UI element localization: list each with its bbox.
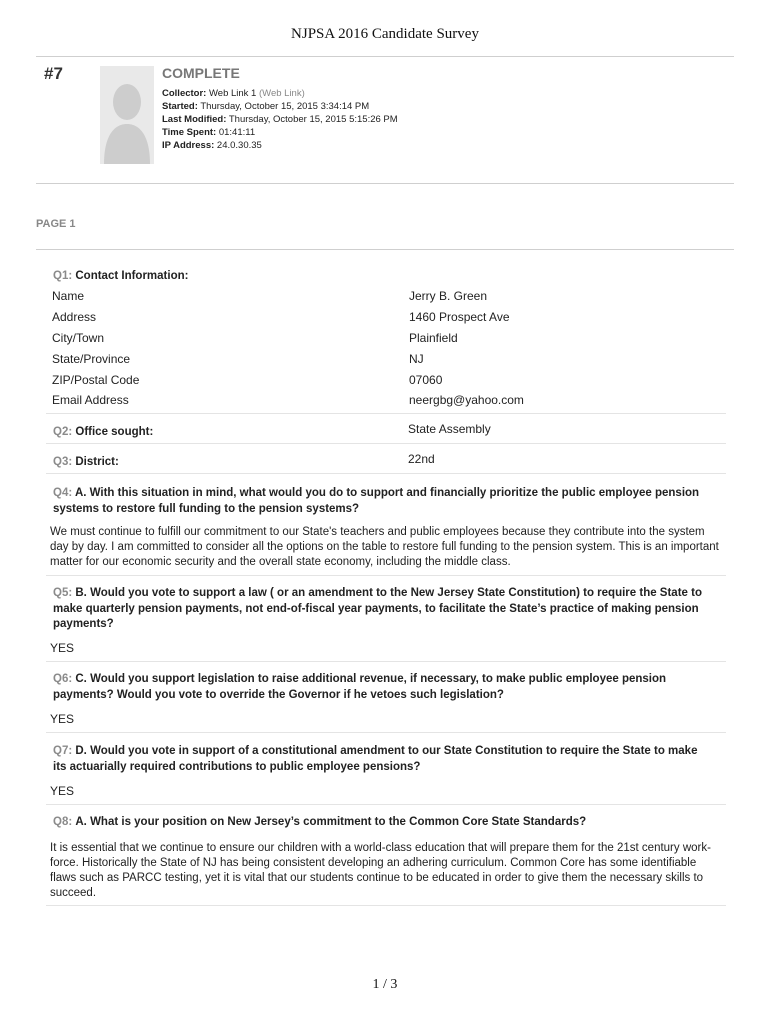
q1-number: Q1: xyxy=(53,270,73,282)
response-number: #7 xyxy=(44,64,63,83)
q1-row-value: 07060 xyxy=(409,373,443,387)
q8-number: Q8: xyxy=(53,816,73,828)
page-label: PAGE 1 xyxy=(36,218,76,230)
q1-row-label: ZIP/Postal Code xyxy=(52,373,140,387)
time-spent-value: 01:41:11 xyxy=(218,127,256,138)
q3-answer: 22nd xyxy=(408,452,435,466)
modified-label: Last Modified: xyxy=(162,114,227,125)
started-line xyxy=(162,100,369,113)
time-spent-label: Time Spent: xyxy=(162,127,217,138)
q6-answer: YES xyxy=(50,712,75,726)
q1-row-value: Jerry B. Green xyxy=(409,289,488,303)
q7-number: Q7: xyxy=(53,745,73,757)
ip-address-label: IP Address: xyxy=(162,140,215,151)
q4-question xyxy=(53,486,713,517)
q1-row-value: neergbg@yahoo.com xyxy=(409,393,524,407)
q7-question xyxy=(53,744,713,775)
q1-text: Contact Information: xyxy=(75,270,189,282)
collector-label: Collector: xyxy=(162,88,207,99)
q3-text: District: xyxy=(75,456,119,468)
q5-number: Q5: xyxy=(53,587,73,599)
q1-row-value: Plainfield xyxy=(409,331,458,345)
header-divider xyxy=(36,56,734,57)
q1-row-label: State/Province xyxy=(52,352,131,366)
q8-divider xyxy=(46,905,726,906)
q1-row-value: NJ xyxy=(409,352,424,366)
started-value: Thursday, October 15, 2015 3:34:14 PM xyxy=(200,101,370,112)
person-silhouette-icon xyxy=(100,66,154,164)
page-indicator: 1 / 3 xyxy=(372,977,398,992)
modified-value: Thursday, October 15, 2015 5:15:26 PM xyxy=(228,114,398,125)
q5-text: B. Would you vote to support a law ( or an amendment to the New Jersey State Constitution) to require the State to make quarterly pension payments, not end-of-fiscal year payments, to facilitate the State’s practice of making pension payments? xyxy=(53,587,702,630)
started-label: Started: xyxy=(162,101,198,112)
q1-row-value: 1460 Prospect Ave xyxy=(409,310,510,324)
avatar xyxy=(100,66,154,164)
q6-divider xyxy=(46,732,726,733)
q8-answer: It is essential that we continue to ensure our children with a world-class education that will prepare them for the 21st century work-force. Historically the State of NJ has being consistent developing an adhering curriculum. Common Core has some identifiable flaws such as PARCC testing, yet it is vital that our students continue to be educated in order to give them the necessary skills to succeed. xyxy=(50,842,711,899)
q2-text: Office sought: xyxy=(75,426,154,438)
time-spent-line xyxy=(162,126,255,139)
q4-divider xyxy=(46,575,726,576)
q2-question xyxy=(53,426,153,438)
q5-divider xyxy=(46,661,726,662)
modified-line xyxy=(162,113,398,126)
q1-row-label: City/Town xyxy=(52,331,105,345)
q1-row-label: Email Address xyxy=(52,393,129,407)
ip-address-line xyxy=(162,139,262,152)
q1-question xyxy=(53,270,188,282)
page-divider xyxy=(36,249,734,250)
document-title: NJPSA 2016 Candidate Survey xyxy=(291,26,479,42)
q6-question xyxy=(53,672,713,703)
q7-answer: YES xyxy=(50,784,75,798)
q4-text: A. With this situation in mind, what would you do to support and financially prioritize the public employee pension systems to restore full funding to the pension systems? xyxy=(53,487,700,515)
q5-answer: YES xyxy=(50,641,75,655)
q3-number: Q3: xyxy=(53,456,73,468)
response-status: COMPLETE xyxy=(162,65,240,81)
q4-number: Q4: xyxy=(53,487,73,499)
q2-number: Q2: xyxy=(53,426,73,438)
q5-question xyxy=(53,586,713,633)
q1-row-label: Name xyxy=(52,289,85,303)
q2-divider xyxy=(46,443,726,444)
q6-number: Q6: xyxy=(53,673,73,685)
q7-divider xyxy=(46,804,726,805)
collector-note: (Web Link) xyxy=(258,88,305,99)
ip-address-value: 24.0.30.35 xyxy=(216,140,262,151)
q6-text: C. Would you support legislation to raise additional revenue, if necessary, to make public employee pension payments? Would you vote to override the Governor if he vetoes such legislation? xyxy=(53,673,667,701)
q3-question xyxy=(53,456,119,468)
q3-divider xyxy=(46,473,726,474)
q1-divider xyxy=(46,413,726,414)
q8-question xyxy=(53,816,586,828)
response-divider xyxy=(36,183,734,184)
q4-answer: We must continue to fulfill our commitment to our State's teachers and public employees because they contribute into the system day by day. I am committed to consider all the options on the table to restore full funding to the pension system. This is an important matter for our economic security and the overall state economy, including the middle class. xyxy=(50,526,719,568)
collector-value: Web Link 1 xyxy=(208,88,257,99)
q1-row-label: Address xyxy=(52,310,97,324)
collector-line xyxy=(162,87,305,100)
q2-answer: State Assembly xyxy=(408,422,491,436)
q8-text: A. What is your position on New Jersey’s commitment to the Common Core State Standards? xyxy=(75,816,587,828)
q7-text: D. Would you vote in support of a constitutional amendment to our State Constitution to require the State to make its actuarially required contributions to public employee pensions? xyxy=(53,745,698,773)
